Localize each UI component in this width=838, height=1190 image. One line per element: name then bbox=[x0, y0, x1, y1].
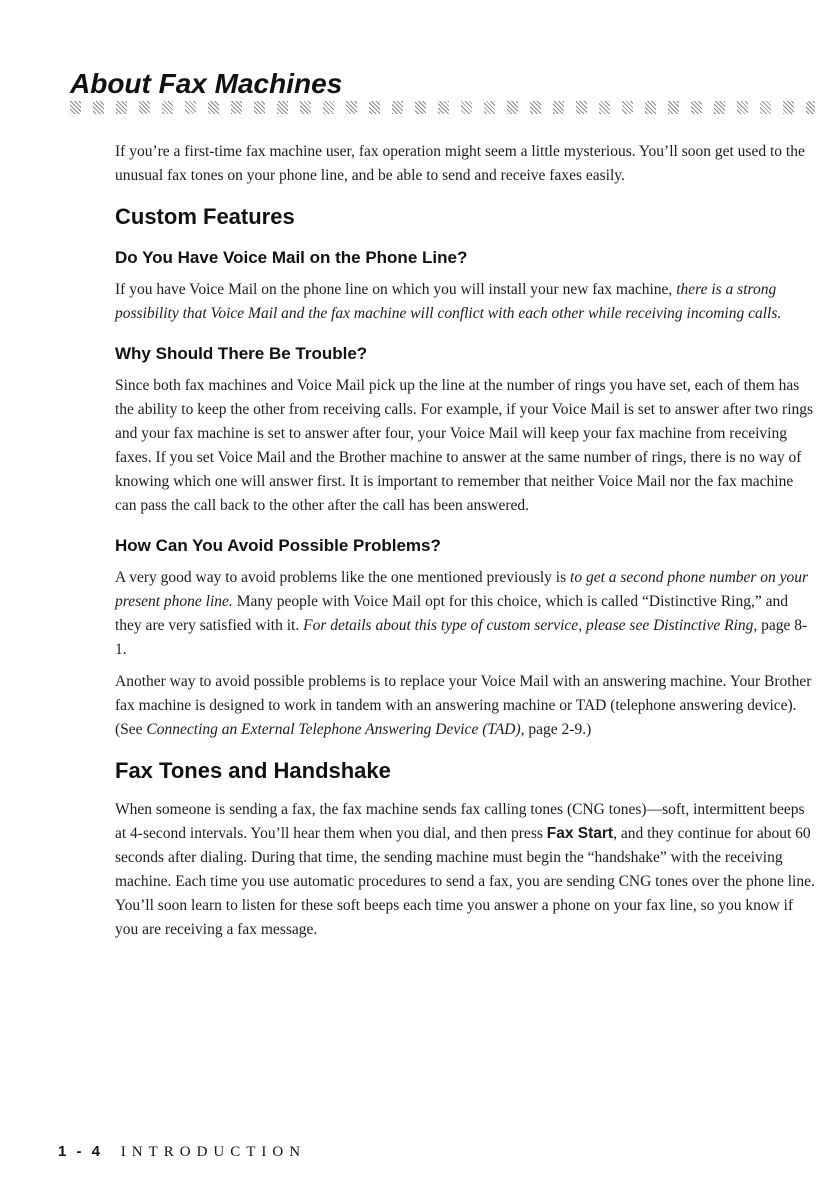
avoid-problems-heading: How Can You Avoid Possible Problems? bbox=[115, 536, 441, 555]
page-number: 1 - 4 bbox=[58, 1143, 104, 1160]
avoid-emphasis: to get a second phone number on your present phone line. bbox=[115, 569, 809, 610]
handshake-paragraph bbox=[115, 798, 815, 942]
intro-paragraph: If you’re a first-time fax machine user, fax operation might seem a little mysterious. You’ll soon get used to the unusual fax tones on your phone line, and be able to send and receive faxes easily. bbox=[115, 143, 805, 184]
avoid-text: Many people with Voice Mail opt for this choice, which is called “Distinctive Ring,” and they are very satisfied with it. bbox=[115, 593, 788, 634]
page-body bbox=[115, 140, 815, 950]
distinctive-ring-reference: For details about this type of custom service, please see Distinctive Ring, bbox=[303, 617, 758, 634]
handshake-heading: Fax Tones and Handshake bbox=[115, 758, 391, 783]
custom-features-heading: Custom Features bbox=[115, 204, 295, 229]
section-name: INTRODUCTION bbox=[120, 1144, 307, 1160]
fax-start-key: Fax Start bbox=[546, 825, 614, 842]
title-divider bbox=[70, 101, 815, 114]
page-reference: page 2-9.) bbox=[528, 721, 592, 738]
voice-mail-text: If you have Voice Mail on the phone line on which you will install your new fax machine, bbox=[115, 281, 673, 298]
page-reference: page 8-1. bbox=[115, 617, 808, 658]
trouble-heading: Why Should There Be Trouble? bbox=[115, 344, 368, 363]
page-title: About Fax Machines bbox=[70, 68, 343, 99]
tad-reference: Connecting an External Telephone Answering Device (TAD), bbox=[146, 721, 525, 738]
trouble-paragraph: Since both fax machines and Voice Mail pick up the line at the number of rings you have set, each of them has the ability to keep the other from receiving calls. For example, if your Voice Mail is set to answer after two rings and your fax machine is set to answer after four, your Voice Mail will keep your fax machine from receiving faxes. If you set Voice Mail and the Brother machine to answer at the same number of rings, there is no way of knowing which one will answer first. It is important to remember that neither Voice Mail nor the fax machine can pass the call back to the other after the call has been answered. bbox=[115, 377, 814, 514]
avoid-paragraph-1 bbox=[115, 566, 815, 662]
handshake-text: , and they continue for about 60 seconds after dialing. During that time, the sending machine must begin the “handshake” with the receiving machine. Each time you use automatic procedures to send a fax, you are sending CNG tones over the phone line. You’ll soon learn to listen for these soft beeps each time you answer a phone on your fax line, so you know if you are receiving a fax message. bbox=[115, 825, 815, 938]
avoid-paragraph-2 bbox=[115, 670, 815, 742]
handshake-text: When someone is sending a fax, the fax machine sends fax calling tones (CNG tones)—soft, intermittent beeps at 4-second intervals. You’ll hear them when you dial, and then press bbox=[115, 801, 805, 842]
voice-mail-emphasis: there is a strong possibility that Voice Mail and the fax machine will conflict with each other while receiving incoming calls. bbox=[115, 281, 782, 322]
page-footer bbox=[58, 1143, 306, 1161]
avoid-text: Another way to avoid possible problems is to replace your Voice Mail with an answering machine. Your Brother fax machine is designed to work in tandem with an answering machine or TAD (telephone answering device). (See bbox=[115, 673, 812, 738]
voice-mail-paragraph bbox=[115, 278, 815, 326]
voice-mail-heading: Do You Have Voice Mail on the Phone Line? bbox=[115, 248, 468, 267]
avoid-text: A very good way to avoid problems like the one mentioned previously is bbox=[115, 569, 567, 586]
